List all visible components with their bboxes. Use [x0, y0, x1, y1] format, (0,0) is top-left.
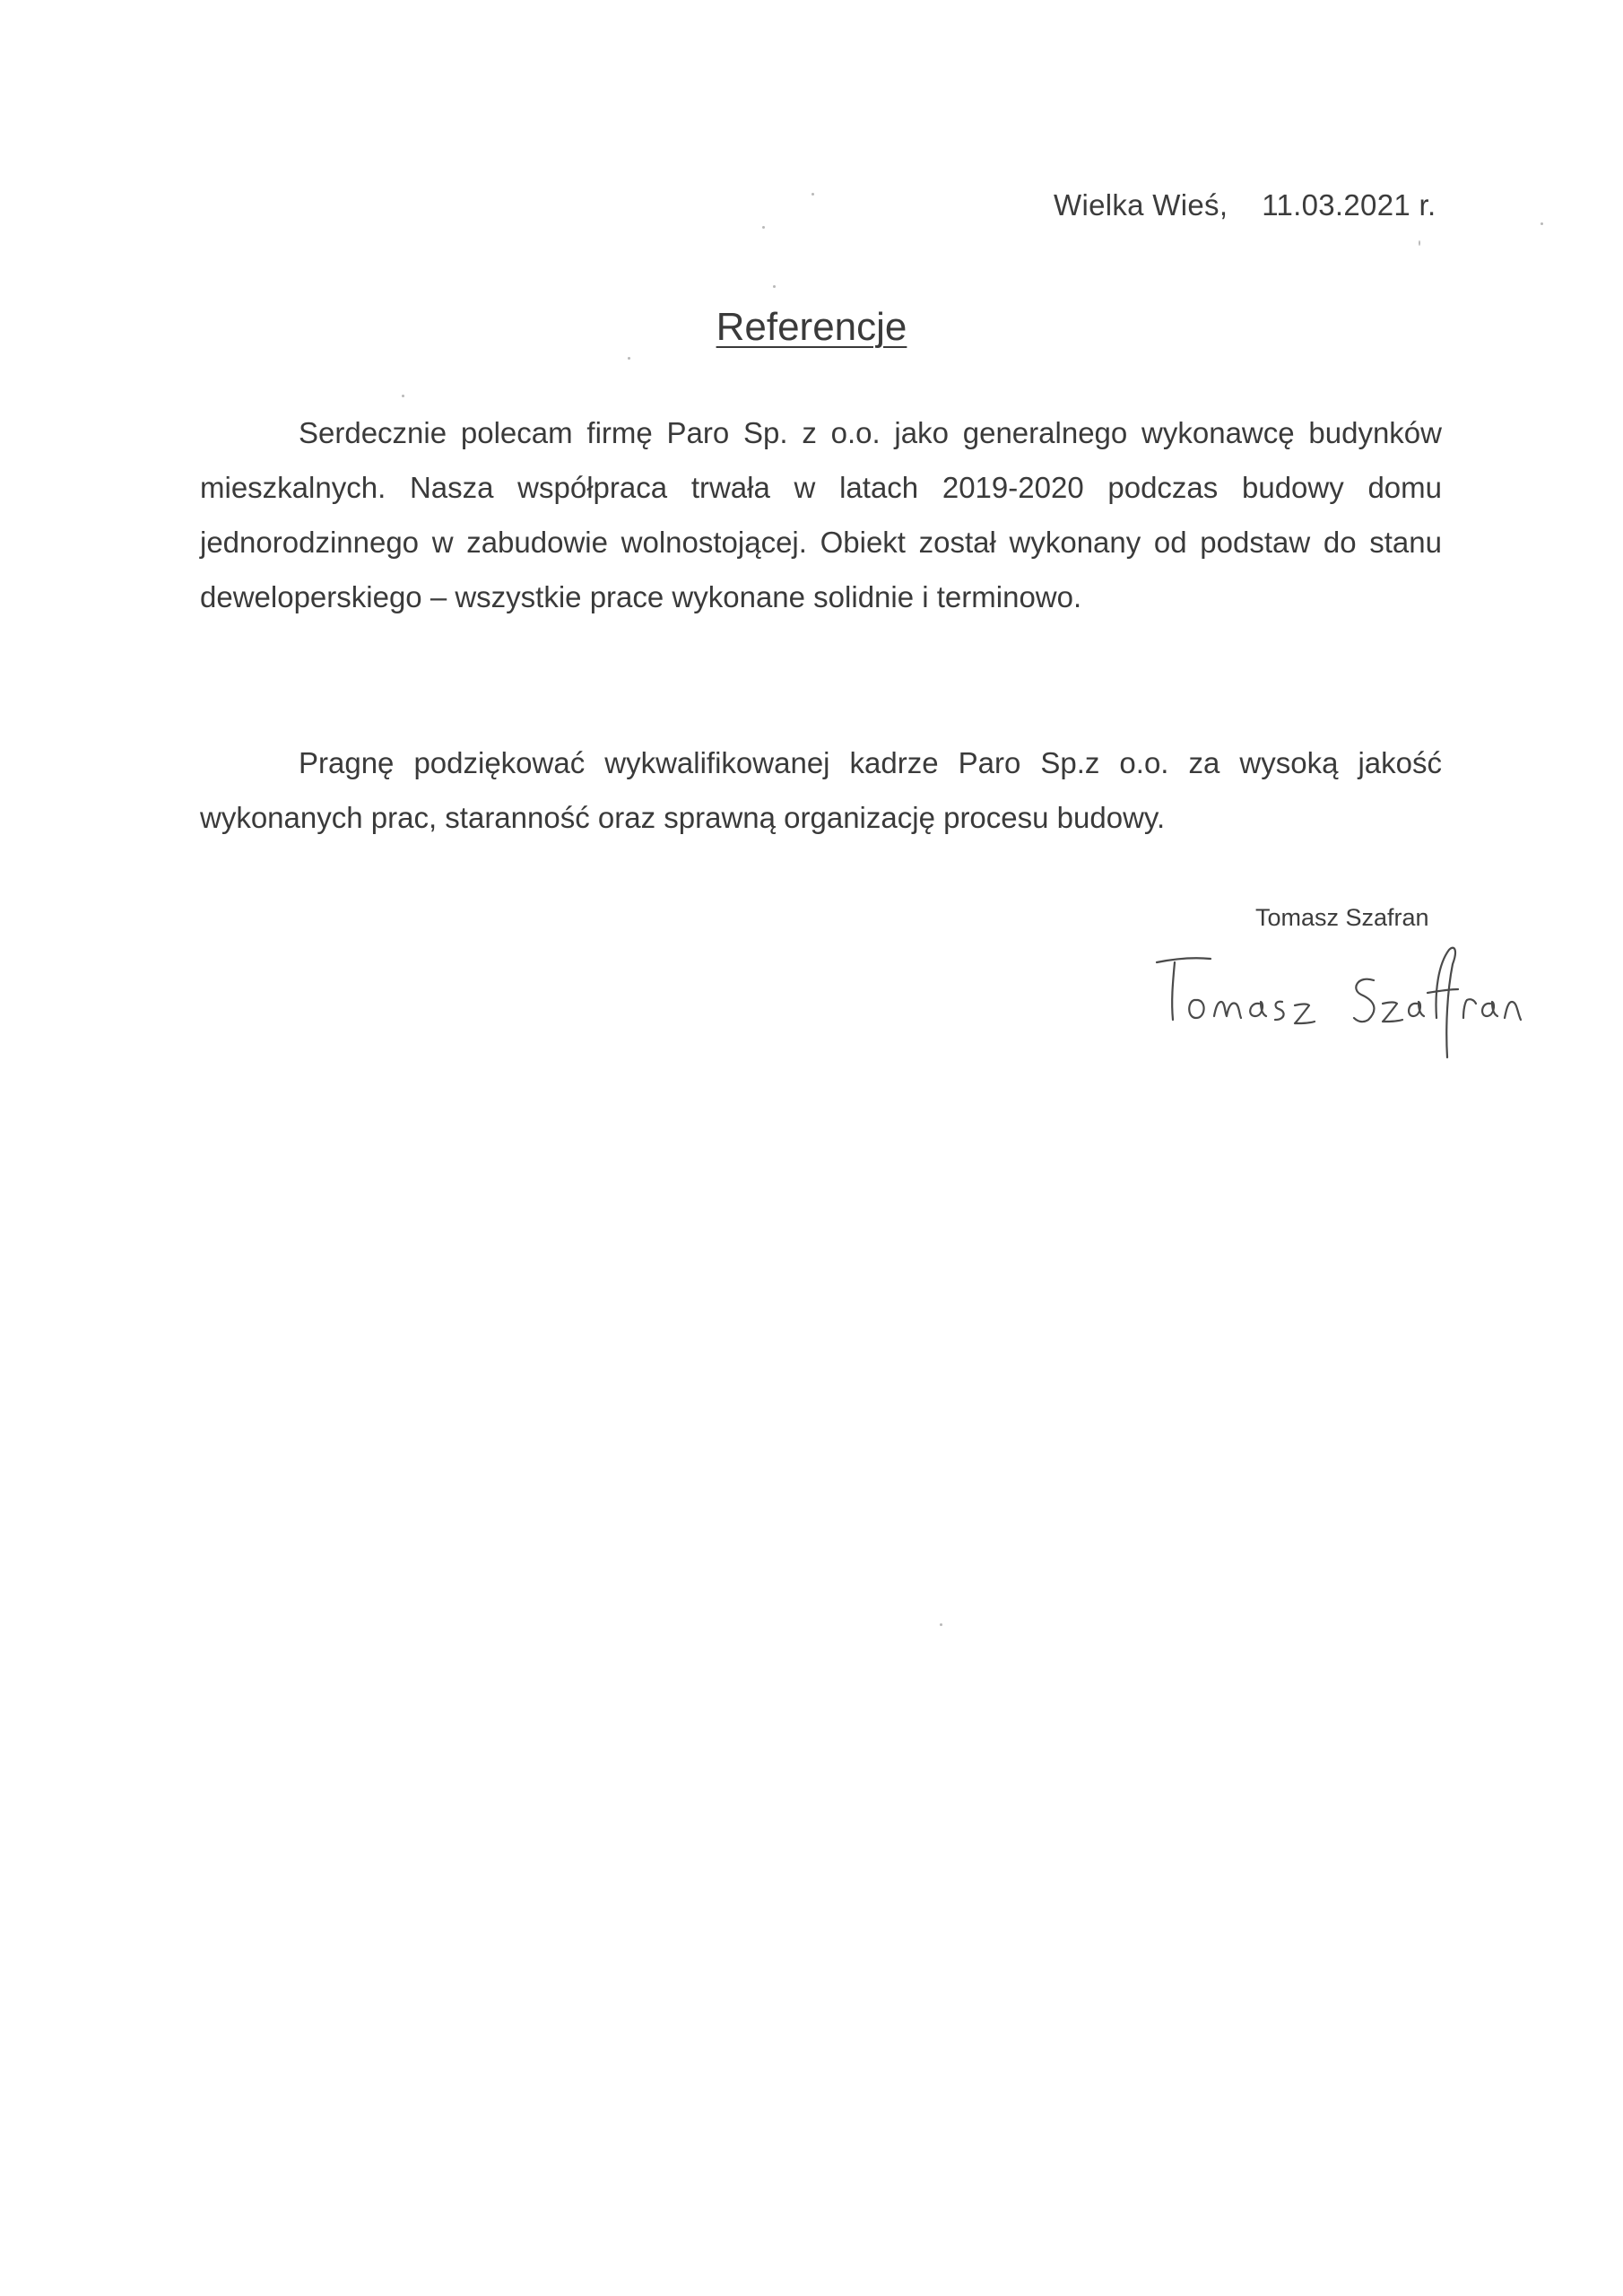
date: 11.03.2021 r.: [1262, 188, 1436, 222]
scan-speck: [773, 285, 776, 288]
page-title: Referencje: [716, 305, 907, 349]
scan-speck: [628, 357, 630, 360]
scan-speck: [940, 1623, 942, 1626]
scan-speck: [402, 395, 404, 397]
scan-speck: [1419, 240, 1420, 246]
paragraph-thanks: Pragnę podziękować wykwalifikowanej kadrze Paro Sp.z o.o. za wysoką jakość wykonanych prac, staranność oraz sprawną organizację procesu budowy.: [200, 746, 1442, 834]
scan-speck: [762, 226, 765, 229]
paragraph-recommendation: Serdecznie polecam firmę Paro Sp. z o.o. jako generalnego wykonawcę budynków mieszkalnych. Nasza współpraca trwała w latach 2019-2020 podczas budowy domu jednorodzinnego w zabudowie wolnostojącej. Obiekt został wykonany od podstaw do stanu deweloperskiego – wszystkie prace wykonane solidnie i terminowo.: [200, 416, 1442, 613]
scan-speck: [1541, 222, 1543, 225]
handwritten-signature: [1139, 937, 1533, 1063]
place-date-line: [1054, 188, 1436, 222]
place: Wielka Wieś,: [1054, 188, 1228, 222]
scan-speck: [812, 193, 814, 196]
signer-name: Tomasz Szafran: [1255, 904, 1429, 931]
